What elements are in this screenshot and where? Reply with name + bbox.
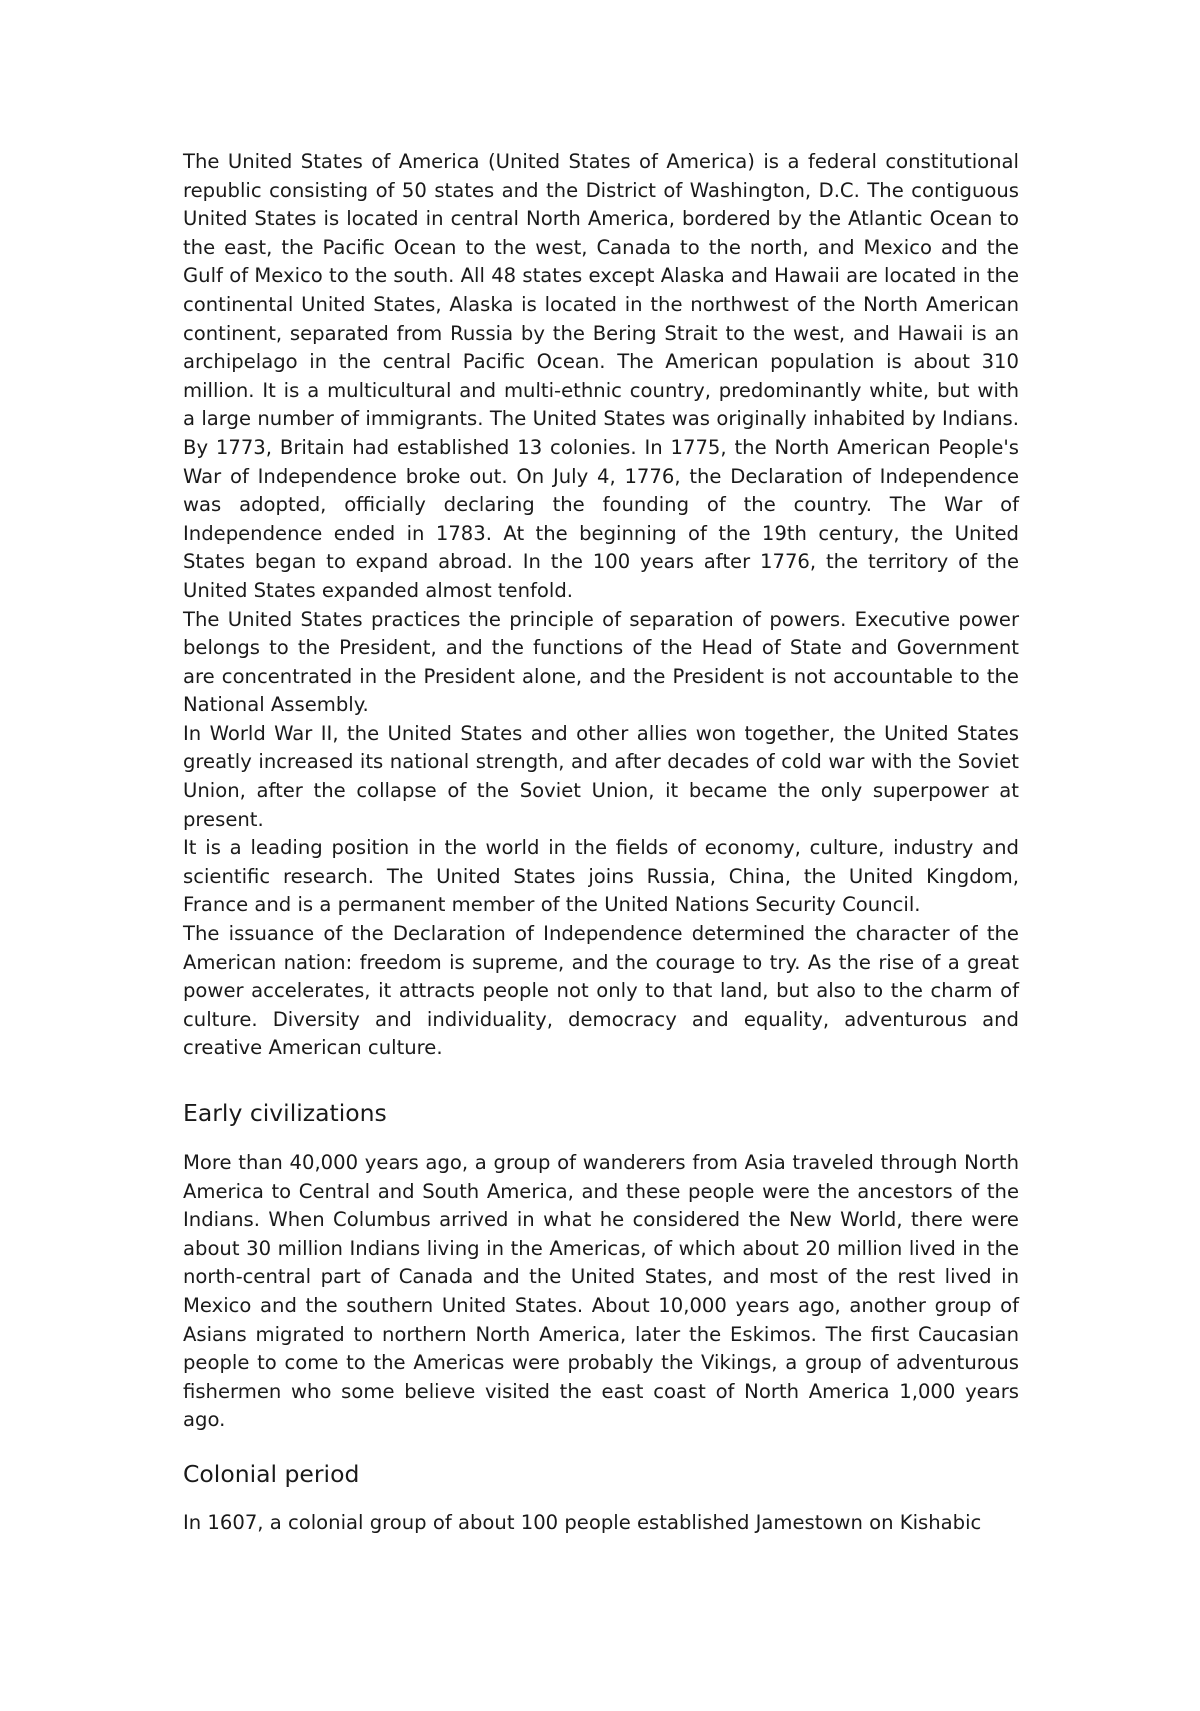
intro-paragraph-4: It is a leading position in the world in the fields of economy, culture, industry and scientific research. The United States joins Russia, China, the United Kingdom, France and is a permanent member of the United Nations Security Council. [183,836,1019,917]
intro-paragraph-3: In World War II, the United States and other allies won together, the United States greatly increased its national strength, and after decades of cold war with the Soviet Union, after the collapse of the Soviet Union, it became the only superpower at present. [183,721,1019,831]
document-body [183,148,1019,1538]
section-heading-colonial-period: Colonial period [183,1459,360,1488]
section-body-colonial-period: In 1607, a colonial group of about 100 people established Jamestown on Kishabic [183,1510,982,1534]
intro-paragraph-1: The United States of America (United States of America) is a federal constitutional republic consisting of 50 states and the District of Washington, D.C. The contiguous United States is located in central North America, bordered by the Atlantic Ocean to the east, the Pacific Ocean to the west, Canada to the north, and Mexico and the Gulf of Mexico to the south. All 48 states except Alaska and Hawaii are located in the continental United States, Alaska is located in the northwest of the North American continent, separated from Russia by the Bering Strait to the west, and Hawaii is an archipelago in the central Pacific Ocean. The American population is about 310 million. It is a multicultural and multi-ethnic country, predominantly white, but with a large number of immigrants. The United States was originally inhabited by Indians. By 1773, Britain had established 13 colonies. In 1775, the North American People's War of Independence broke out. On July 4, 1776, the Declaration of Independence was adopted, officially declaring the founding of the country. The War of Independence ended in 1783. At the beginning of the 19th century, the United States began to expand abroad. In the 100 years after 1776, the territory of the United States expanded almost tenfold. [183,150,1019,602]
section-body-early-civilizations: More than 40,000 years ago, a group of wanderers from Asia traveled through North America to Central and South America, and these people were the ancestors of the Indians. When Columbus arrived in what he considered the New World, there were about 30 million Indians living in the Americas, of which about 20 million lived in the north-central part of Canada and the United States, and most of the rest lived in Mexico and the southern United States. About 10,000 years ago, another group of Asians migrated to northern North America, later the Eskimos. The first Caucasian people to come to the Americas were probably the Vikings, a group of adventurous fishermen who some believe visited the east coast of North America 1,000 years ago. [183,1151,1019,1432]
intro-paragraph-5: The issuance of the Declaration of Independence determined the character of the American nation: freedom is supreme, and the courage to try. As the rise of a great power accelerates, it attracts people not only to that land, but also to the charm of culture. Diversity and individuality, democracy and equality, adventurous and creative American culture. [183,922,1019,1060]
section-heading-early-civilizations: Early civilizations [183,1099,387,1127]
intro-paragraph-2: The United States practices the principle of separation of powers. Executive power belongs to the President, and the functions of the Head of State and Government are concentrated in the President alone, and the President is not accountable to the National Assembly. [183,607,1019,717]
